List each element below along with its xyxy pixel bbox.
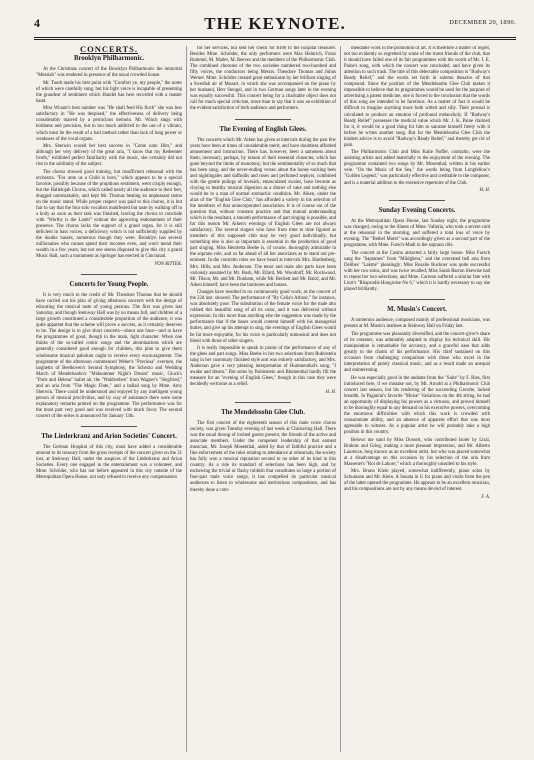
header-rule bbox=[34, 37, 516, 38]
article-paragraph: It is very much to the credit of Mr. Theodore Thomas that he should have carried out his plan of giving afternoon concerts with the design of educating the musical taste of young persons. The first was given last Saturday, and though Steinway Hall was by no means full, and children of a large growth constituted a considerable proportion of the audience, it was quite apparent that the scheme will prove a success, as it certainly deserves to be. The design is to give short concerts—about one hour—and to have the programmes of good, though in the main, light character. When one thinks of the so-called comic songs and the abominations which are generally considered good enough for children, this plan to give them wholesome musical pabulum ought to receive every encouragement. The programme of the afternoon commenced Weber's "Preciosa" overture, the larghetto of Beethoven's Second Symphony, the Scherzo and Wedding March of Mendelssohn's "Midsummer Night's Dream" music, Gluck's "Paris and Helena" ballet air, the "Waldweben" from Wagner's "Siegfried," and an aria from "The Magic Flute," and a ballad sung by Mme. Amy Sherwin. There could be understood and enjoyed by any intelligent young person of musical proclivities, and by way of assistance there were some explanatory remarks printed on the programme. The performance was for the most part very good and was received with much favor. The second concert of the series is announced for January 13th. bbox=[36, 293, 182, 419]
article-paragraph: It is really impossible to speak in praise of the performance of any of the glees and part songs. Miss Beebe in her two selections from Rubinstein sang in her customary finished style and was entirely satisfactory, and Mrs. Anderson gave a very pleasing interpretation of Hummenthal's song, "I awake and dream." But solos by Rubinstein and Blumenthal hardly fill the measure for an "evening of English Glees," though in this case they were decidedly welcome as a relief. bbox=[190, 346, 336, 388]
article-paragraph: The German Hospital of this city, must have added a considerable amount to its treasury from the gross receipts of the concert given on the 21 inst, at Steinway Hall, under the auspices of the Liederkranz and Arion Societies. Every one engaged in the entertainment was a volunteer, and Mme. Schröder, who has not before appeared in this city outside of the Metropolitan Opera House, not only refused to receive any compensation bbox=[36, 445, 182, 481]
article-paragraph: A numerous audience, composed mainly of professional musicians, was present at M. Musin's matinee at Steinway Hall on Friday last. bbox=[344, 318, 490, 330]
article-separator bbox=[235, 119, 291, 120]
issue-date: DECEMBER 20, 1890. bbox=[449, 19, 516, 26]
header-rule-double bbox=[34, 39, 516, 40]
article-paragraph: The first concert of the eighteenth season of this male voice chorus society, was given Tuesday evening of last week at Chickering Hall. There was the usual throng of invited guests present, the friends of the active and associate members. Under the competent leadership of that earnest musician, Mr. Joseph Mosenthal, aided by that of faithful practice and a fine enforcement of the rules relating to attendance at rehearsals, the society has fully won a musical reputation second to no other of its kind in this country. As a rule its standard of selections has been high, and by eschewing the trivial or flashy rubbish that constitutes so large a portion of four-part male voice songs, it has compelled its particular musical audiences to listen to wholesome and meritorious compositions, and has thereby done a com- bbox=[190, 420, 336, 493]
article-title-liederkranz-arion: The Liederkranz and Arion Societies' Concert. bbox=[41, 433, 177, 441]
article-signature: H. H. bbox=[325, 389, 336, 395]
article-signature: H. H. bbox=[479, 188, 490, 194]
article-paragraph: The concert at the Casino attracted a fairly large house. Miss Fursch sang the "Saptames" from "Mildghera," and the overrated bell aria from Delibes' "Lakmé" pleasingly; Miss Rosalie Buckner was quite successful with her two solos, and was twice recalled; Miss Sarah Barron likewise had to repeat her two selections, and Mme. Carreno suffered a similar fate with Liszt's "Rhapsodie Hongroise No 6," which it is hardly necessary to say she played brilliantly. bbox=[344, 250, 490, 293]
article-paragraph: Mrs. Sherwin scored her best success in "Come unto Him," and although her very delivery of the great aria, "I know that my Redeemer liveth," exhibited perfect familiarity with the music, she certainly did not rise to the sublimity of the subject. bbox=[36, 144, 182, 168]
article-paragraph: Belows me sand by Miss Dossert, who contributed Isoler by Liszt, Brahms and Grieg, making a most pleasant impression, and Mr. Alberto Laurence, long known as an excellent artist, but who was placed somewhat at a disadvantage on this occasion by his selection of the aria from Massenet's "Roi de Lahore," which a thoroughly unsuited to his style. bbox=[344, 437, 490, 467]
article-paragraph: The concerts which Mr. Aiken has given at intervals during the past few years have been at times of considerable merit, and have doubtless afforded amusement and instruction. There has, however, been a sameness about them, necessary, perhaps, by reason of their essential character, which has gone beyond the limits of monotony; but the sentimentality of so much that has been sung, and the never-ending verses about the honey-sucking bees and nightingales and daffodils and roses and perfumed zephyrs, combined with the gentle pulings of lovesick, emasculated swains, have become as cloying to healthy musical digestion as a dinner of cake and nothing else would be to a man of normal stomachic condition. Mr. Aiken, under the alias of the "English Glee Club," has afforded a variety in his selection of the members of that unincorporated association. It is of course out of the question that, without constant practice and that mutual understanding which is the resultant, a smooth performance of part singing is possible, and for this reason Mr. Aiken's evenings of English Glees are not always satisfactory. The several singers who have from time to time figured as members of this supposed club may be very good individually, but something else is also as important is essential in the production of good part singing. Miss Henrietta Beebe is, of course, thoroughly admirable in the soprano role, and so far ahead of all her associates as to stand out pre-eminent. In the contralto roles we have heard at intervals Mrs. Hardenberg, Mrs. Hills, and Mrs. Anderson. The tenor and male alto parts have been variously assumed by Mr. Bush, Mr. Ellard, Mr. Woodruff, Mr. Rockwood, Mr. Tilson, Mr. and Mr. Dunham, while Mr. Beckett and Mr. Baird, and Mr. Aiken himself, have been the baritones and basses. bbox=[190, 137, 336, 288]
article-paragraph: At the Metropolitan Opera House, last Sunday night, the programme was changed, owing to the illness of Mme. Valleria, who took a severe cold at the rehearsal in the morning, and suffered a total loss of voice by evening. The "Bethel Motet" was accordingly given as a second part of the programme, with Mme. Fursch-Madi in the soprano rôle. bbox=[344, 219, 490, 249]
article-paragraph: Changes have resulted in no continuously good work, as the concert of the 22d inst. showed. The performance of "By Celia's Arbour," for instance, was absolutely poor. The substitution of the female voice for the male alto robbed this beautiful song of all its color, and it was delivered without expression. In this more than anything else the suggestion was made by the performance that if the bases would content himself with his managerial duties, and give up his attempt to sing, the evenings of English Glees would be far more enjoyable, for his voice is particularly unmusical and does not blend with those of other singers. bbox=[190, 290, 336, 344]
column-divider bbox=[186, 46, 187, 752]
article-paragraph: Mr. Toedt made his best point with "Comfort ye, my people," the notes of which were carefully sung, but his light voice is incapable of presenting the grandeur of sentiment which Handel has here recorded with a master hand. bbox=[36, 80, 182, 104]
article-separator bbox=[389, 299, 445, 300]
section-title: CONCERTS. bbox=[79, 46, 139, 54]
article-paragraph: The Philharmonic Club and Miss Katie Noffer, contralto, were the assisting artists and added materially to the enjoyment of the evening. The programme contained two songs by Mr. Mosenthal, written in his earlier vein. "On the Music of the Sea," the words being from Longfellow's "Golden Legend," was particularly effective and creditable to the composer, and is a material addition to the extensive repertoire of the Club. bbox=[344, 150, 490, 186]
article-paragraph: Miss Winant's best number was "He shall feed His flock" she was less satisfactory in "He was despised," the effectiveness of delivery being considerably marred by a pernicious tremolo. Mr. Winch sings with boldness and precision, but in too much addicted to the use of a vibrato, which must be the result of a bad method rather than lack of lung power or weakness of the vocal organs. bbox=[36, 106, 182, 142]
article-paragraph: for her services, but sent her check for $100 to the hospital treasurer. Besides Mme. Schröder, the only performers were Max Heinrich, Franz Rummel, M. Mader, M. Reeves and the members of the Philharmonic Club. The combined choruses of the two societies numbered two-hundred and fifty voices, the conductors being Messrs. Theodore Thomas and Julius Werner. Mme. Schröder created great enthusiasm by her brilliant singing of a Swedish air of Mozart, in which she was accompanied on the piano by her husband, Herr Stengel, and in two German songs later in the evening was equally successful. This concert being for a charitable object does not call for much special criticism, more than to say that it was an exhibition of the evident satisfaction of both audience and performers. bbox=[190, 46, 336, 112]
article-title-mendelssohn-glee-club: The Mendelssohn Glee Club. bbox=[221, 408, 305, 416]
article-signature: F. A. bbox=[481, 495, 490, 500]
article-paragraph: He was especially good in the andante from the "Suite" by F. Ries, first introduced here, if we mistake not, by Mr. Arnold at a Philharmonic Club concert last season, but his rendering of the succeeding Gavotte, lacked breadth. In Paganini's favorite "Moise" Variations on the 4th string, he had an opportunity of displaying his powers as a virtuoso, and proved himself to be thoroughly equal to any demand on his executive powers, overcoming the enormous difficulties with which this work is crowded with consummate ability, and an absence of apparent effort that was most agreeable to witness. As a popular artist he will probably take a high position in this country. bbox=[344, 375, 490, 436]
article-separator bbox=[389, 200, 445, 201]
page-header bbox=[34, 14, 516, 36]
article-paragraph: Mrs. Bruno Klein played, somewhat indifferently, piano solos by Schumann and Mr. Klein. A Sonata in G for piano and violin from the pen of the latter opened the programme. He appears to be an excellent musician, and his compositions are not by any means devoid of interest. bbox=[344, 469, 490, 493]
column-3 bbox=[344, 46, 490, 752]
article-paragraph: At the Christmas concert of the Brooklyn Philharmonic the immortal "Messiah" was rendered in presence of the usual crowded house. bbox=[36, 67, 182, 79]
article-signature: VON RITTER. bbox=[154, 262, 182, 267]
article-paragraph: The programme was pleasantly diversified, and the concert-giver's share of its contents, was admirably adapted to display his technical skill. His manipulation is remarkable for accuracy, and a graceful ease that adds greatly to the charm of his performance. His chief sustained on this occasion from challenging comparison with those who excel in the interpretation of purely classical music, and as a result made an unequal and uninteresting. bbox=[344, 331, 490, 374]
article-paragraph: mendable work in the promotion of art. It is therefore a matter of regret, not too evidently so regretted by some of the truest friends of the club, that it should have failed one of its fair programmes with the words of Mr. J. E. Paine's song, with which the concert was concluded, and have given its attention to such trash. The title of this delectable composition is "Rudway's Ready Relief," and the words set forth in solemn thesalve of that compound. Since the position of the Mendelssohn Glee Club makes it impossible to believe that its programmes would be used for the purpose of advertising a patent medicine, one is forced to the conclusion that the words of this song are intended to be facetious. As a matter of fact it would be difficult to imagine anything more both witted and silly. Their perusal is calculated to produce an emotion of profound melancholy. If "Radway's Ready Relief" possesses the medical value which Mr. J. K. Paine claimed for it, it would be a good thing for him to saturate himself freely with it before he writes another song. But for the Mendelssohn Glee Club the kindest advice is to avoid "Radway's Ready Relief," and thereby get rid of pain. bbox=[344, 46, 490, 148]
article-title-musin-concert: M. Musin's Concert. bbox=[387, 306, 447, 314]
article-separator bbox=[235, 402, 291, 403]
article-paragraph: The chorus showed good training, but insufficient rehearsal with the orchestra. "For unto us a Child is born," which appears to be a special favorite, possibly because of the propitious sentiment, went crisply enough, but the Hallelujah Chorus, which called nearly all the audience to their feet, dragged unmistakably, and kept Mr. Thomas beating an unpleasant tattoo on the music stand. While proper respect was paid to this chorus, it is but fair to say that the four solo vocalists manifested but taste by walking off in a body as soon as their task was finished, leaving the chorus to conclude with "Worthy is the Lamb" without the approving endorsement of their presence. The chorus lacks the support of a grand organ, for it is still deficient in bass voices, a deficiency which is not sufficiently supplied by the double basses, numerous though they were. Brooklyn has several millionaires who cannot spend their incomes even, and won't mend their wealth in a few years; but not one seems disposed to give this city a grand Music Hall, such a monument as Springer has erected in Cincinnati. bbox=[36, 169, 182, 260]
column-2 bbox=[190, 46, 336, 752]
article-title-concerts-young-people: Concerts for Young People. bbox=[69, 281, 149, 289]
page-number: 4 bbox=[34, 16, 40, 30]
column-1 bbox=[36, 46, 182, 752]
article-title-brooklyn-philharmonic: Brooklyn Philharmonic. bbox=[73, 55, 145, 63]
article-title-sunday-evening-concerts: Sunday Evening Concerts. bbox=[378, 207, 456, 215]
column-divider bbox=[340, 46, 341, 752]
masthead-title: THE KEYNOTE. bbox=[204, 14, 346, 33]
article-separator bbox=[81, 274, 137, 275]
article-separator bbox=[81, 426, 137, 427]
article-title-english-glees: The Evening of English Glees. bbox=[219, 125, 307, 133]
